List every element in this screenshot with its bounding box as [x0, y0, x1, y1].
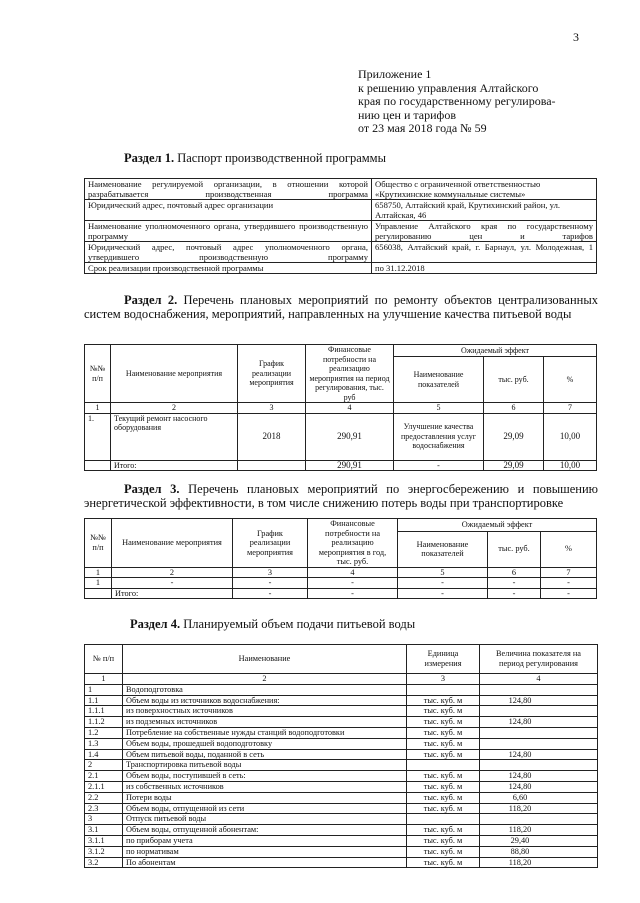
column-number: 4 [306, 403, 394, 414]
unit: тыс. куб. м [407, 695, 480, 706]
table-row [85, 200, 597, 221]
row-num: 1.1.2 [85, 717, 123, 728]
total-finance: - [308, 588, 398, 599]
table-row [85, 803, 598, 814]
unit: тыс. куб. м [407, 717, 480, 728]
column-number: 2 [123, 674, 407, 685]
table-row [85, 814, 598, 825]
row-num: 1.1 [85, 695, 123, 706]
indicator-name: Объем воды, прошедшей водоподготовку [123, 738, 407, 749]
value: 6,60 [480, 792, 598, 803]
effect-percent: - [541, 578, 597, 589]
row-num: 1. [85, 413, 111, 460]
col-header-thousand: тыс. руб. [484, 357, 544, 403]
passport-label: Наименование регулируемой организации, в отношении которой разрабатывается производственная программа [85, 179, 372, 200]
total-percent: - [541, 588, 597, 599]
total-indicator: - [398, 588, 488, 599]
column-numbers-row [85, 403, 597, 414]
passport-value: 658750, Алтайский край, Крутихинский район, ул. Алтайская, 46 [372, 200, 597, 221]
row-num: 2.2 [85, 792, 123, 803]
unit: тыс. куб. м [407, 835, 480, 846]
indicator-name: по приборам учета [123, 835, 407, 846]
section3-number: Раздел 3. [124, 482, 180, 496]
col-header-num: № п/п [85, 645, 123, 674]
page-number: 3 [573, 30, 579, 44]
total-empty-cell [85, 460, 111, 471]
table-row [85, 749, 598, 760]
total-thousand: - [488, 588, 541, 599]
finance: 290,91 [306, 413, 394, 460]
passport-label: Юридический адрес, почтовый адрес организации [85, 200, 372, 221]
value: 118,20 [480, 803, 598, 814]
finance: - [308, 578, 398, 589]
indicator-name: Потери воды [123, 792, 407, 803]
column-number: 4 [308, 567, 398, 578]
col-header-value: Величина показателя на период регулирования [480, 645, 598, 674]
row-num: 2 [85, 760, 123, 771]
indicator-name: Объем воды, отпущенной абонентам: [123, 825, 407, 836]
column-number: 7 [544, 403, 597, 414]
table-header-row [85, 345, 597, 357]
indicator-name: Объем питьевой воды, поданной в сеть [123, 749, 407, 760]
table-row [85, 781, 598, 792]
total-empty-cell [85, 588, 112, 599]
section4-heading [130, 617, 415, 631]
section4-title: Планируемый объем подачи питьевой воды [183, 617, 416, 631]
table-row [85, 242, 597, 263]
col-header-thousand: тыс. руб. [488, 531, 541, 567]
unit: тыс. куб. м [407, 781, 480, 792]
value [480, 814, 598, 825]
col-header-effect: Ожидаемый эффект [398, 519, 597, 532]
column-number: 1 [85, 567, 112, 578]
table-row [85, 695, 598, 706]
indicator-name: Потребление на собственные нужды станций водоподготовки [123, 727, 407, 738]
section3-title: Перечень плановых мероприятий по энергосбережению и повышению энергетической эффективности, в том числе снижению потерь воды при транспортировке [84, 482, 599, 510]
indicator-name: из собственных источников [123, 781, 407, 792]
section1-heading [124, 151, 386, 165]
column-number: 5 [398, 567, 488, 578]
column-number: 4 [480, 674, 598, 685]
table-row [85, 738, 598, 749]
appendix-line: от 23 мая 2018 года № 59 [358, 121, 487, 135]
row-num: 3.1 [85, 825, 123, 836]
unit: тыс. куб. м [407, 749, 480, 760]
value [480, 684, 598, 695]
total-indicator: - [394, 460, 484, 471]
column-number: 6 [488, 567, 541, 578]
col-header-name: Наименование [123, 645, 407, 674]
effect-thousand: 29,09 [484, 413, 544, 460]
column-number: 7 [541, 567, 597, 578]
unit: тыс. куб. м [407, 706, 480, 717]
unit: тыс. куб. м [407, 792, 480, 803]
schedule: 2018 [238, 413, 306, 460]
indicator-name: Объем воды, отпущенной из сети [123, 803, 407, 814]
indicator-name: из поверхностных источников [123, 706, 407, 717]
col-header-num: №№ п/п [85, 519, 112, 568]
schedule: - [233, 578, 308, 589]
passport-label: Юридический адрес, почтовый адрес уполномоченного органа, утвердившего производственную программу [85, 242, 372, 263]
passport-value: 656038, Алтайский край, г. Барнаул, ул. Молодежная, 1 [372, 242, 597, 263]
section4-number: Раздел 4. [130, 617, 181, 631]
col-header-effect: Ожидаемый эффект [394, 345, 597, 357]
unit [407, 814, 480, 825]
value: 118,20 [480, 857, 598, 868]
row-num: 1.3 [85, 738, 123, 749]
passport-label: Наименование уполномоченного органа, утвердившего производственную программу [85, 221, 372, 242]
table-header-row [85, 645, 598, 674]
column-number: 5 [394, 403, 484, 414]
total-thousand: 29,09 [484, 460, 544, 471]
row-num: 2.1 [85, 771, 123, 782]
indicator-name: Объем воды из источников водоснабжения: [123, 695, 407, 706]
value: 88,80 [480, 846, 598, 857]
table-row [85, 846, 598, 857]
table-row [85, 221, 597, 242]
section3-heading [84, 482, 598, 510]
col-header-indicator: Наименование показателей [398, 531, 488, 567]
unit: тыс. куб. м [407, 738, 480, 749]
indicator-name: Водоподготовка [123, 684, 407, 695]
table-row [85, 857, 598, 868]
column-number: 1 [85, 403, 111, 414]
value [480, 760, 598, 771]
indicator-name: по нормативам [123, 846, 407, 857]
value: 124,80 [480, 695, 598, 706]
col-header-finance: Финансовые потребности на реализацию мероприятия в год, тыс. руб. [308, 519, 398, 568]
column-number: 2 [111, 403, 238, 414]
appendix-line: к решению управления Алтайского [358, 80, 539, 95]
table-row [85, 706, 598, 717]
column-number: 6 [484, 403, 544, 414]
unit: тыс. куб. м [407, 825, 480, 836]
measure-name: - [112, 578, 233, 589]
unit: тыс. куб. м [407, 846, 480, 857]
section2-number: Раздел 2. [124, 293, 178, 307]
total-row [85, 460, 597, 471]
water-supply-table [84, 644, 598, 868]
value [480, 706, 598, 717]
effect-thousand: - [488, 578, 541, 589]
appendix-line: нию цен и тарифов [358, 107, 456, 122]
table-header-row [85, 519, 597, 532]
indicator: - [398, 578, 488, 589]
col-header-unit: Единица измерения [407, 645, 480, 674]
row-num: 3.1.1 [85, 835, 123, 846]
value: 124,80 [480, 781, 598, 792]
table-row [85, 179, 597, 200]
total-row [85, 588, 597, 599]
table-row [85, 771, 598, 782]
energy-measures-table [84, 518, 597, 599]
passport-value: по 31.12.2018 [372, 263, 597, 274]
total-label: Итого: [112, 588, 233, 599]
value: 124,80 [480, 771, 598, 782]
unit: тыс. куб. м [407, 857, 480, 868]
row-num: 1 [85, 578, 112, 589]
table-row [85, 717, 598, 728]
value: 118,20 [480, 825, 598, 836]
row-num: 3.1.2 [85, 846, 123, 857]
section2-title: Перечень плановых мероприятий по ремонту объектов централизованных систем водоснабжения, мероприятий, направленных на улучшение качества питьевой воды [84, 293, 598, 321]
row-num: 3 [85, 814, 123, 825]
appendix-line: края по государственному регулирова- [358, 94, 556, 108]
total-finance: 290,91 [306, 460, 394, 471]
col-header-indicator: Наименование показателей [394, 357, 484, 403]
section2-heading [84, 293, 598, 321]
indicator-name: Транспортировка питьевой воды [123, 760, 407, 771]
col-header-percent: % [541, 531, 597, 567]
row-num: 1.2 [85, 727, 123, 738]
indicator-name: из подземных источников [123, 717, 407, 728]
col-header-name: Наименование мероприятия [112, 519, 233, 568]
table-row [85, 413, 597, 460]
repair-measures-table [84, 344, 597, 471]
column-numbers-row [85, 674, 598, 685]
appendix-line: Приложение 1 [358, 67, 432, 81]
table-row [85, 727, 598, 738]
column-number: 2 [112, 567, 233, 578]
column-number: 3 [238, 403, 306, 414]
value: 124,80 [480, 717, 598, 728]
col-header-percent: % [544, 357, 597, 403]
total-percent: 10,00 [544, 460, 597, 471]
value [480, 738, 598, 749]
section1-number: Раздел 1. [124, 151, 175, 165]
row-num: 1.1.1 [85, 706, 123, 717]
effect-percent: 10,00 [544, 413, 597, 460]
table-row [85, 263, 597, 274]
row-num: 2.3 [85, 803, 123, 814]
column-number: 1 [85, 674, 123, 685]
row-num: 1 [85, 684, 123, 695]
table-row [85, 684, 598, 695]
table-row [85, 825, 598, 836]
indicator-name: Отпуск питьевой воды [123, 814, 407, 825]
unit: тыс. куб. м [407, 771, 480, 782]
value: 29,40 [480, 835, 598, 846]
col-header-schedule: График реализации мероприятия [238, 345, 306, 403]
row-num: 1.4 [85, 749, 123, 760]
passport-label: Срок реализации производственной программы [85, 263, 372, 274]
column-number: 3 [233, 567, 308, 578]
table-row [85, 792, 598, 803]
col-header-num: №№ п/п [85, 345, 111, 403]
value: 124,80 [480, 749, 598, 760]
passport-value: Общество с ограниченной ответственностью «Крутихинские коммунальные системы» [372, 179, 597, 200]
table-row [85, 578, 597, 589]
col-header-finance: Финансовые потребности на реализацию мероприятия на период регулирования, тыс. руб [306, 345, 394, 403]
indicator: Улучшение качества предоставления услуг водоснабжения [394, 413, 484, 460]
indicator-name: По абонентам [123, 857, 407, 868]
column-number: 3 [407, 674, 480, 685]
row-num: 2.1.1 [85, 781, 123, 792]
measure-name: Текущий ремонт насосного оборудования [111, 413, 238, 460]
total-label: Итого: [111, 460, 238, 471]
section1-title: Паспорт производственной программы [177, 151, 386, 165]
passport-value: Управление Алтайского края по государственному регулированию цен и тарифов [372, 221, 597, 242]
indicator-name: Объем воды, поступившей в сеть: [123, 771, 407, 782]
appendix-header [358, 68, 618, 136]
unit: тыс. куб. м [407, 803, 480, 814]
unit [407, 684, 480, 695]
row-num: 3.2 [85, 857, 123, 868]
unit [407, 760, 480, 771]
total-empty-cell [238, 460, 306, 471]
unit: тыс. куб. м [407, 727, 480, 738]
passport-table [84, 178, 597, 274]
total-schedule: - [233, 588, 308, 599]
table-row [85, 835, 598, 846]
column-numbers-row [85, 567, 597, 578]
col-header-schedule: График реализации мероприятия [233, 519, 308, 568]
table-row [85, 760, 598, 771]
col-header-name: Наименование мероприятия [111, 345, 238, 403]
value [480, 727, 598, 738]
